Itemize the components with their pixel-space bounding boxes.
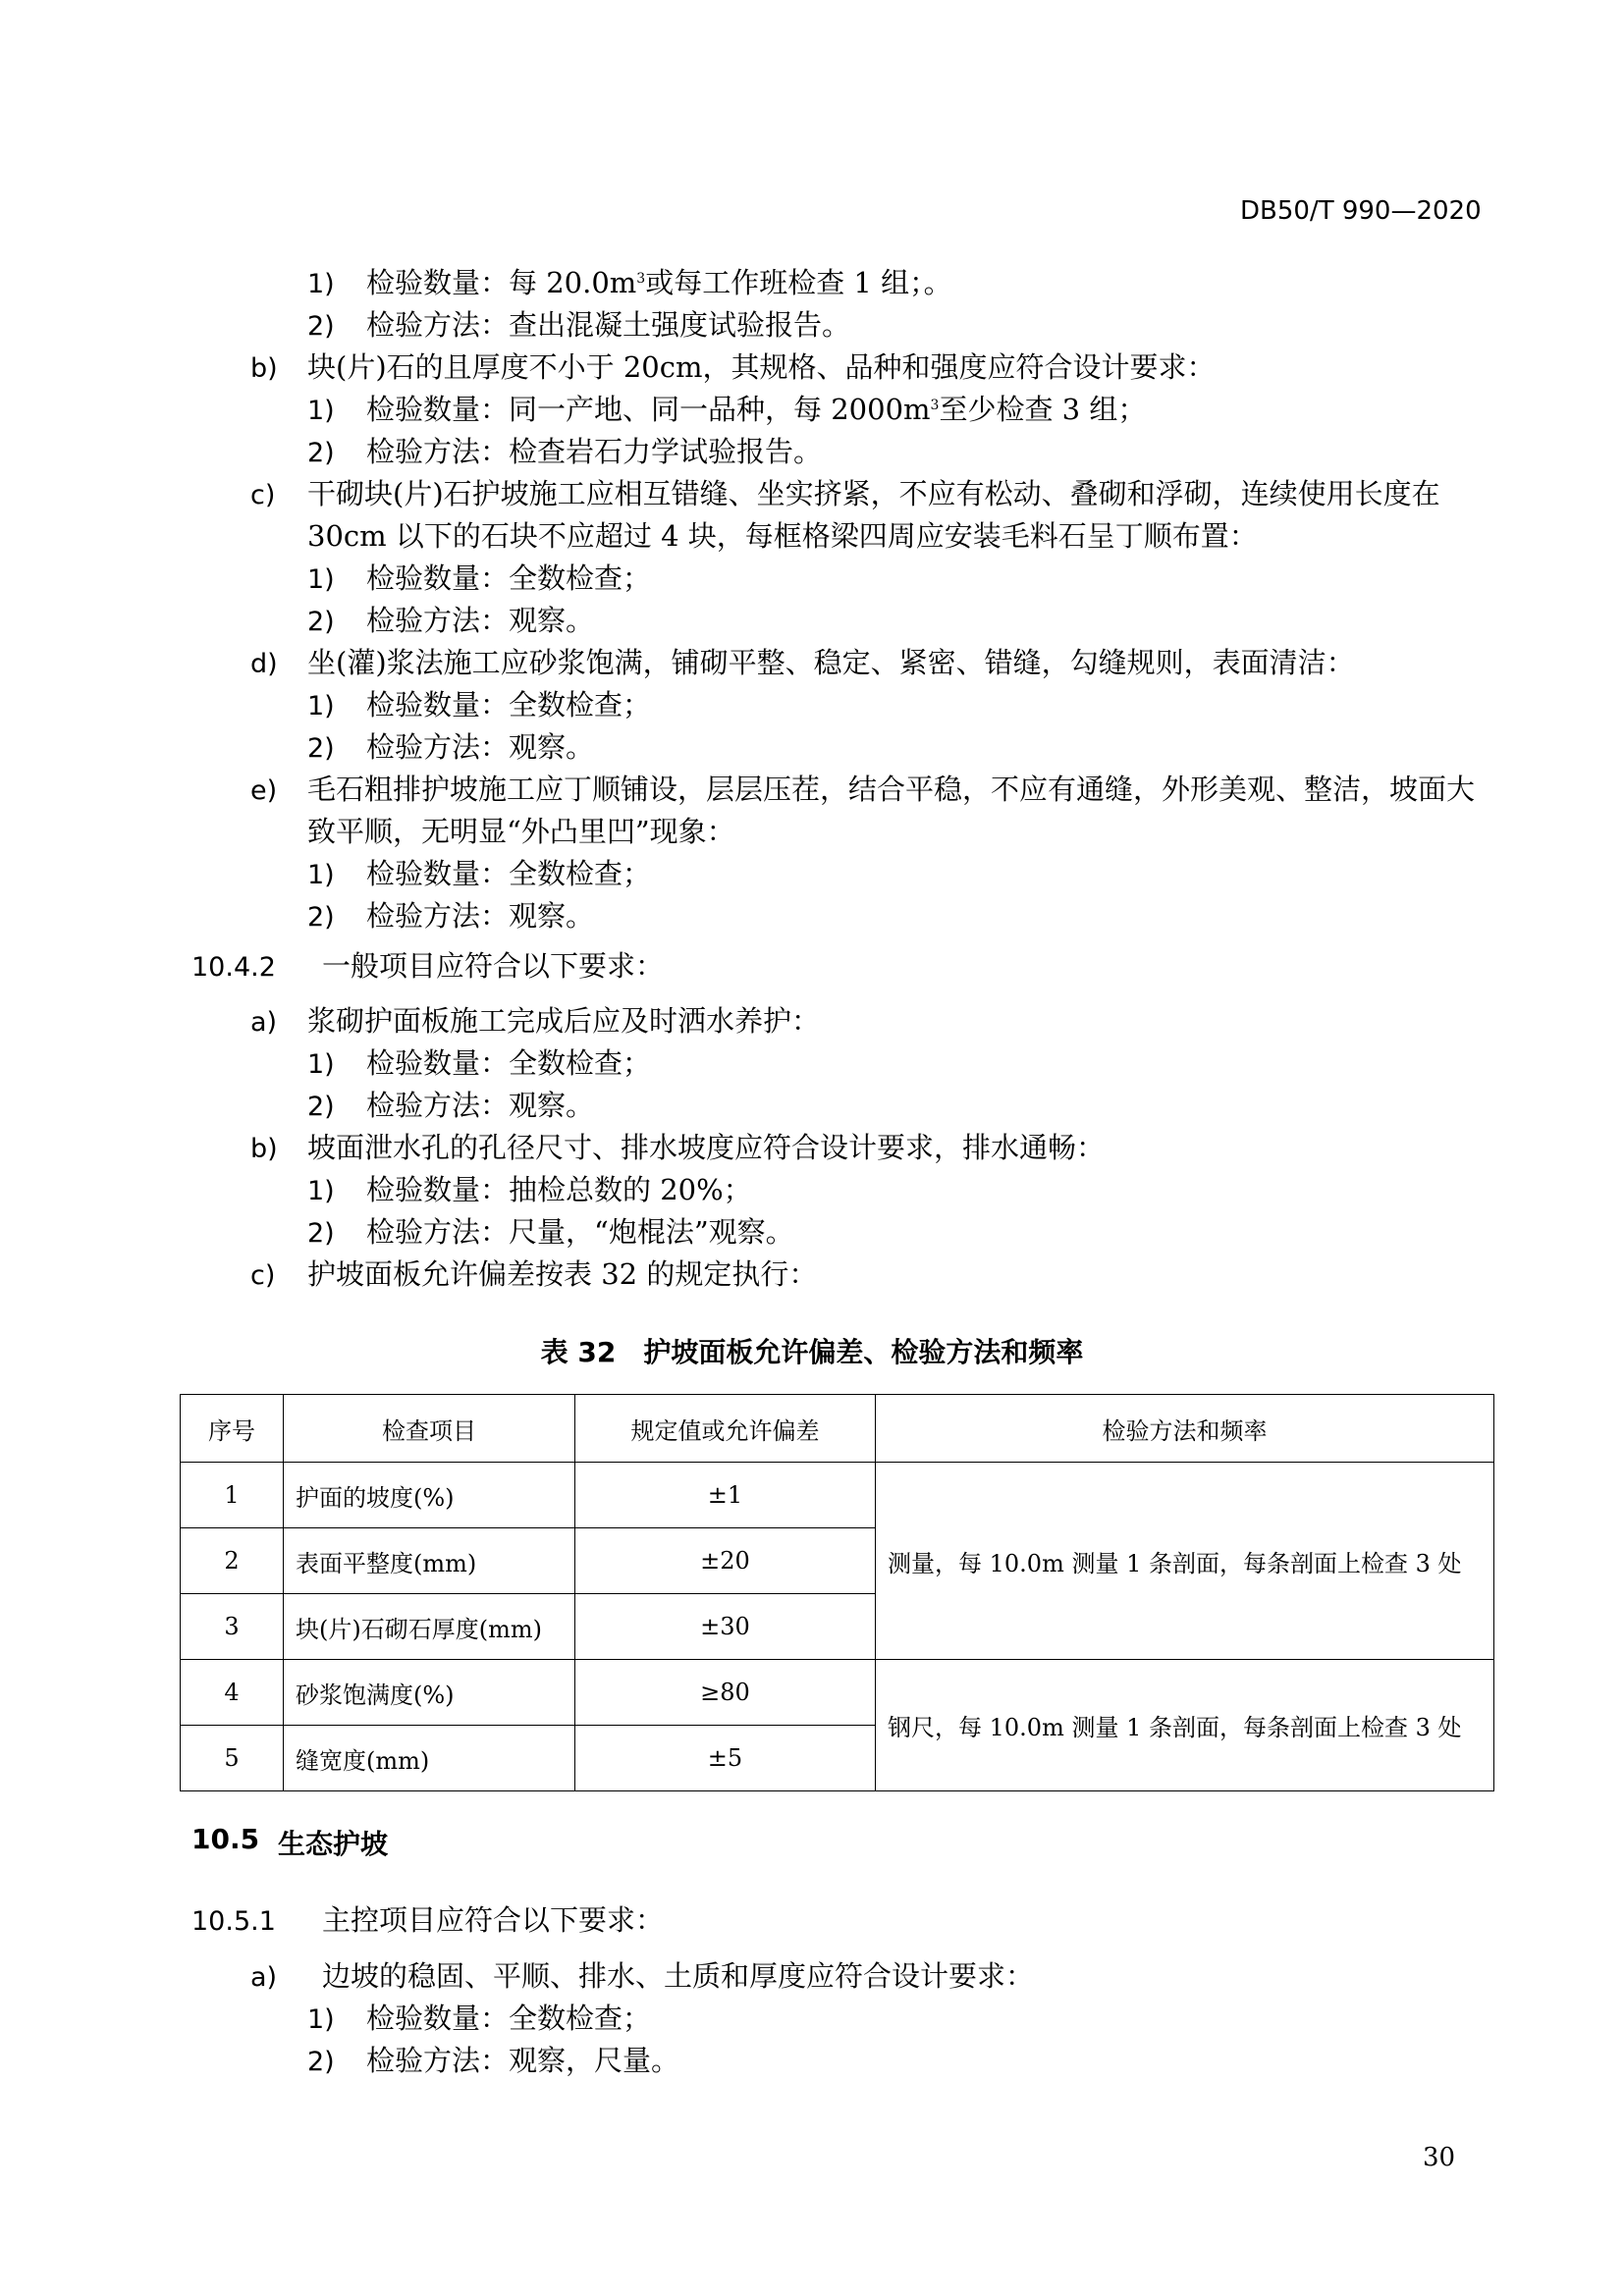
item-label: 1) (307, 1049, 335, 1080)
row-number: 4 (181, 1660, 284, 1726)
row-number: 5 (181, 1726, 284, 1791)
check-item: 缝宽度(mm) (284, 1726, 575, 1791)
tolerance-value: ≥80 (575, 1660, 876, 1726)
check-item: 护面的坡度(%) (284, 1463, 575, 1528)
table-row (181, 1660, 1494, 1726)
list-item (307, 1999, 652, 2040)
check-item: 块(片)石砌石厚度(mm) (284, 1594, 575, 1660)
list-item (307, 1086, 595, 1127)
item-text: 坡面泄水孔的孔径尺寸、排水坡度应符合设计要求，排水通畅： (307, 1131, 1106, 1164)
item-label: c) (250, 1260, 276, 1291)
list-item (307, 854, 652, 895)
tolerance-value: ±5 (575, 1726, 876, 1791)
clause-10-5-1 (191, 1900, 665, 1942)
item-text: 检验方法：观察，尺量。 (366, 2044, 680, 2077)
list-item (250, 1956, 1035, 1998)
item-label: 2) (307, 2047, 335, 2077)
item-label: 2) (307, 902, 335, 933)
item-text: 检验数量：同一产地、同一品种，每 $2000m^3$至少检查 3 组； (366, 393, 1147, 426)
header-cell: 序号 (181, 1395, 284, 1463)
list-item (307, 601, 595, 642)
item-label: b) (250, 1134, 278, 1164)
item-text: 坐(灌)浆法施工应砂浆饱满，铺砌平整、稳定、紧密、错缝，勾缝规则，表面清洁： (307, 646, 1355, 679)
document-code: DB50/T 990—2020 (1240, 196, 1482, 226)
item-label: c) (250, 480, 276, 510)
item-text: 检验方法：查出混凝土强度试验报告。 (366, 308, 851, 342)
clause-number: 10.4.2 (191, 952, 276, 983)
list-item (250, 474, 1440, 515)
header-cell: 检查项目 (284, 1395, 575, 1463)
list-item (250, 347, 1216, 389)
item-text: 护坡面板允许偏差按表 32 的规定执行： (307, 1257, 818, 1291)
item-label: 1) (307, 2004, 335, 2035)
list-item (307, 685, 652, 726)
row-number: 1 (181, 1463, 284, 1528)
list-item (307, 263, 952, 304)
item-label: 1) (307, 564, 335, 595)
item-text: 检验方法：观察。 (366, 1089, 595, 1122)
tolerance-value: ±1 (575, 1463, 876, 1528)
table-caption: 表 32 护坡面板允许偏差、检验方法和频率 (540, 1336, 1084, 1368)
page-number: 30 (1423, 2143, 1456, 2172)
list-item (307, 727, 595, 769)
section-heading (191, 1823, 389, 1860)
item-label: 2) (307, 733, 335, 764)
item-label: 1) (307, 691, 335, 721)
item-text: 检验方法：观察。 (366, 899, 595, 933)
item-label: e) (250, 775, 278, 806)
list-item (307, 390, 1147, 431)
clause-text: 主控项目应符合以下要求： (322, 1903, 665, 1937)
list-item (250, 770, 1476, 811)
tolerance-value: ±20 (575, 1528, 876, 1594)
tolerance-table (180, 1394, 1494, 1791)
list-item (250, 1128, 1106, 1169)
list-item (250, 1001, 821, 1042)
row-number: 3 (181, 1594, 284, 1660)
item-text: 检验数量：全数检查； (366, 688, 652, 721)
list-item (307, 1170, 752, 1211)
table-header-row (181, 1395, 1494, 1463)
item-label: b) (250, 353, 278, 384)
item-text: 检验数量：全数检查； (366, 857, 652, 890)
clause-text: 一般项目应符合以下要求： (322, 949, 665, 983)
clause-10-4-2 (191, 946, 665, 988)
list-item (250, 1255, 818, 1296)
list-item (307, 1212, 794, 1254)
row-number: 2 (181, 1528, 284, 1594)
item-label: 1) (307, 396, 335, 426)
item-label: d) (250, 649, 278, 679)
item-text: 检验数量：全数检查； (366, 561, 652, 595)
item-text: 毛石粗排护坡施工应丁顺铺设，层层压茬，结合平稳，不应有通缝，外形美观、整洁，坡面大 (307, 773, 1476, 806)
list-item (307, 305, 851, 347)
item-text: 检验数量：全数检查； (366, 1046, 652, 1080)
item-text: 干砌块(片)石护坡施工应相互错缝、坐实挤紧，不应有松动、叠砌和浮砌，连续使用长度在 (307, 477, 1440, 510)
item-text: 检验数量：每 $20.0m^3$或每工作班检查 1 组；。 (366, 266, 952, 299)
item-text: 检验数量：抽检总数的 20%； (366, 1173, 752, 1206)
item-text-continued: 30cm 以下的石块不应超过 4 块，每框格梁四周应安装毛料石呈丁顺布置： (307, 519, 1258, 553)
inspection-method: 测量，每 10.0m 测量 1 条剖面，每条剖面上检查 3 处 (876, 1463, 1494, 1660)
item-label: a) (250, 1962, 278, 1993)
item-text: 检验方法：检查岩石力学试验报告。 (366, 435, 823, 468)
check-item: 表面平整度(mm) (284, 1528, 575, 1594)
item-text: 块(片)石的且厚度不小于 20cm，其规格、品种和强度应符合设计要求： (307, 350, 1216, 384)
item-label: 2) (307, 1092, 335, 1122)
check-item: 砂浆饱满度(%) (284, 1660, 575, 1726)
item-label: 2) (307, 1218, 335, 1249)
list-item (307, 1043, 652, 1085)
item-text: 检验数量：全数检查； (366, 2002, 652, 2035)
table-row (181, 1463, 1494, 1528)
list-item (307, 559, 652, 600)
item-label: 2) (307, 311, 335, 342)
item-text: 浆砌护面板施工完成后应及时洒水养护： (307, 1004, 821, 1038)
list-item (307, 2041, 680, 2082)
list-item (250, 643, 1355, 684)
item-text: 边坡的稳固、平顺、排水、土质和厚度应符合设计要求： (322, 1959, 1035, 1993)
item-label: 2) (307, 607, 335, 637)
header-cell: 规定值或允许偏差 (575, 1395, 876, 1463)
item-text-continued: 致平顺，无明显“外凸里凹”现象： (307, 815, 735, 848)
section-title: 生态护坡 (278, 1828, 389, 1860)
header-cell: 检验方法和频率 (876, 1395, 1494, 1463)
item-text: 检验方法：尺量，“炮棍法”观察。 (366, 1215, 794, 1249)
item-label: 1) (307, 269, 335, 299)
section-number: 10.5 (191, 1823, 260, 1855)
item-label: 1) (307, 1176, 335, 1206)
item-text: 检验方法：观察。 (366, 730, 595, 764)
item-label: 1) (307, 860, 335, 890)
item-label: 2) (307, 438, 335, 468)
list-item (307, 896, 595, 937)
tolerance-value: ±30 (575, 1594, 876, 1660)
list-item (307, 432, 823, 473)
clause-number: 10.5.1 (191, 1906, 276, 1937)
item-label: a) (250, 1007, 278, 1038)
inspection-method: 钢尺，每 10.0m 测量 1 条剖面，每条剖面上检查 3 处 (876, 1660, 1494, 1791)
item-text: 检验方法：观察。 (366, 604, 595, 637)
